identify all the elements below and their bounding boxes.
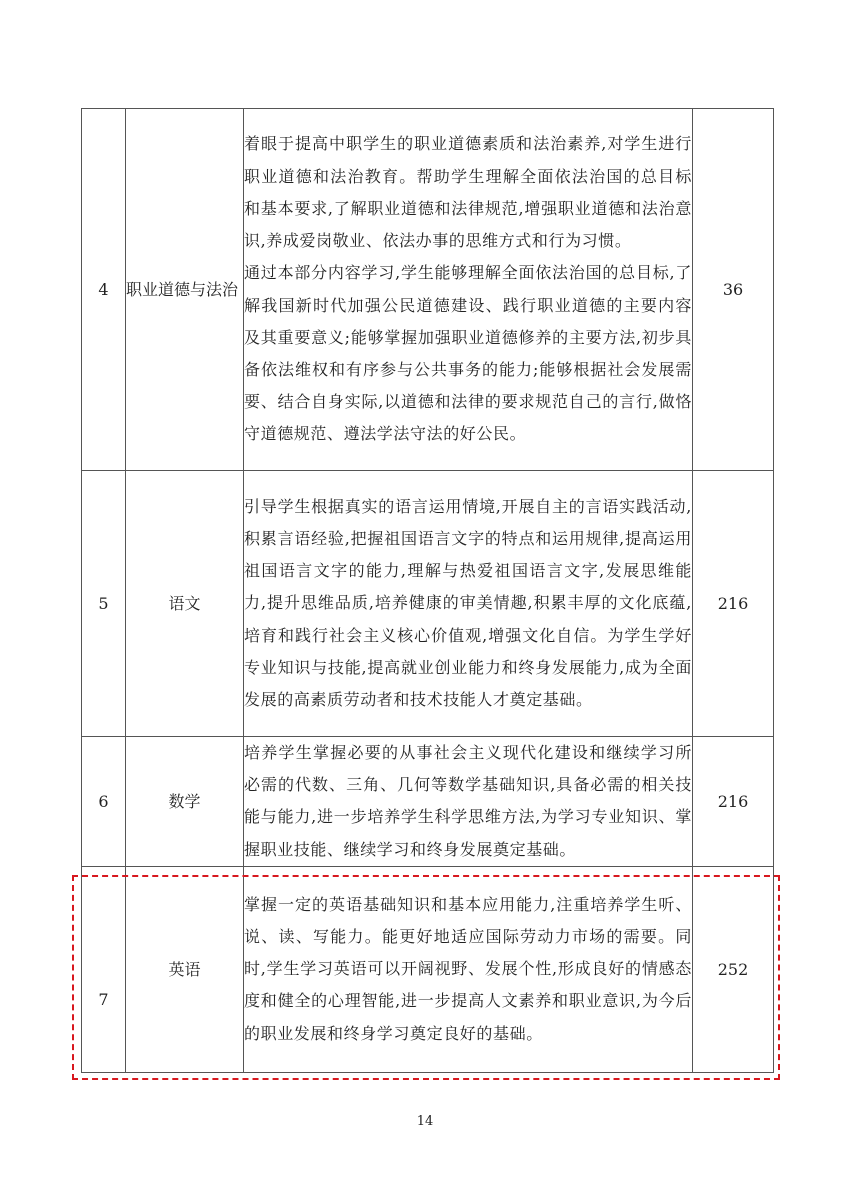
course-name: 职业道德与法治 bbox=[126, 109, 244, 471]
course-description bbox=[244, 866, 693, 1072]
course-table bbox=[81, 108, 774, 1073]
table-row bbox=[82, 471, 774, 737]
course-hours: 252 bbox=[693, 866, 774, 1072]
course-description bbox=[244, 109, 693, 471]
description-paragraph: 掌握一定的英语基础知识和基本应用能力,注重培养学生听、说、读、写能力。能更好地适应国际劳动力市场的需要。同时,学生学习英语可以开阔视野、发展个性,形成良好的情感态度和健全的心理智能,进一步提高人文素养和职业意识,为今后的职业发展和终身学习奠定良好的基础。 bbox=[244, 894, 692, 1043]
table-row bbox=[82, 737, 774, 867]
row-number: 4 bbox=[82, 109, 126, 471]
row-number: 6 bbox=[82, 737, 126, 867]
description-paragraph: 着眼于提高中职学生的职业道德素质和法治素养,对学生进行职业道德和法治教育。帮助学生理解全面依法治国的总目标和基本要求,了解职业道德和法律规范,增强职业道德和法治意识,养成爱岗敬业、依法办事的思维方式和行为习惯。 bbox=[244, 134, 692, 251]
course-description bbox=[244, 471, 693, 737]
course-name: 英语 bbox=[126, 866, 244, 1072]
course-hours: 36 bbox=[693, 109, 774, 471]
course-name: 语文 bbox=[126, 471, 244, 737]
course-hours: 216 bbox=[693, 737, 774, 867]
description-paragraph: 引导学生根据真实的语言运用情境,开展自主的言语实践活动,积累言语经验,把握祖国语言文字的特点和运用规律,提高运用祖国语言文字的能力,理解与热爱祖国语言文字,发展思维能力,提升思维品质,培养健康的审美情趣,积累丰厚的文化底蕴,培育和践行社会主义核心价值观,增强文化自信。为学生学好专业知识与技能,提高就业创业能力和终身发展能力,成为全面发展的高素质劳动者和技术技能人才奠定基础。 bbox=[244, 496, 692, 709]
course-hours: 216 bbox=[693, 471, 774, 737]
table-row bbox=[82, 109, 774, 471]
course-description bbox=[244, 737, 693, 867]
description-paragraph: 培养学生掌握必要的从事社会主义现代化建设和继续学习所必需的代数、三角、几何等数学基础知识,具备必需的相关技能与能力,进一步培养学生科学思维方法,为学习专业知识、掌握职业技能、继续学习和终身发展奠定基础。 bbox=[244, 743, 692, 859]
row-number: 5 bbox=[82, 471, 126, 737]
course-name: 数学 bbox=[126, 737, 244, 867]
page-number: 14 bbox=[416, 1114, 434, 1129]
row-number: 7 bbox=[82, 866, 126, 1072]
table-row bbox=[82, 866, 774, 1072]
description-paragraph: 通过本部分内容学习,学生能够理解全面依法治国的总目标,了解我国新时代加强公民道德建设、践行职业道德的主要内容及其重要意义;能够掌握加强职业道德修养的主要方法,初步具备依法维权和有序参与公共事务的能力;能够根据社会发展需要、结合自身实际,以道德和法律的要求规范自己的言行,做恪守道德规范、遵法学法守法的好公民。 bbox=[244, 263, 692, 444]
